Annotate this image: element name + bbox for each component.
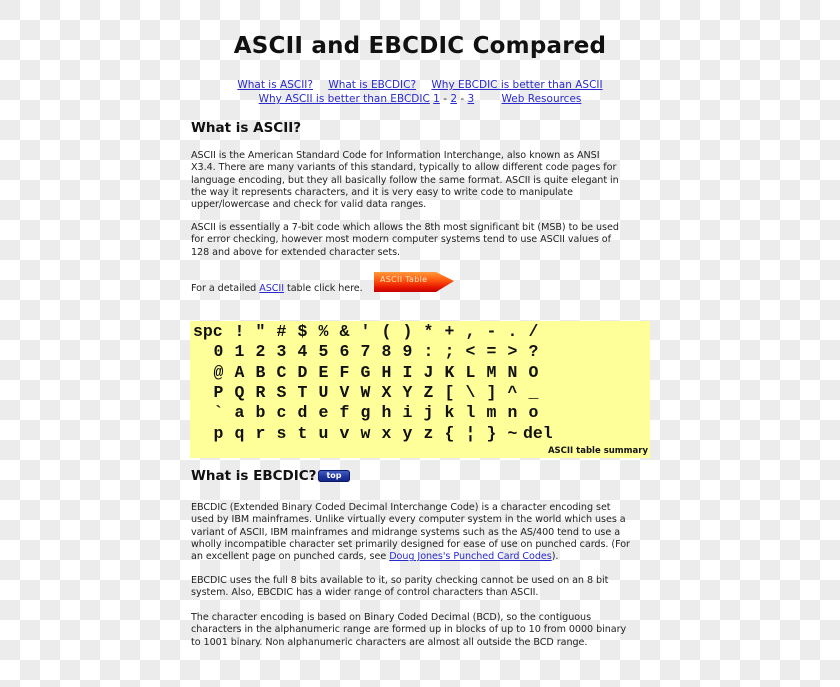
ascii-char: X xyxy=(381,383,392,402)
ascii-char: I xyxy=(402,363,413,382)
ebcdic-paragraph-2 xyxy=(191,575,651,600)
text-line: for error checking, however most modern computer systems tend to use ASCII values of xyxy=(191,234,611,246)
nav-link-what-is-ebcdic[interactable]: What is EBCDIC? xyxy=(328,79,417,91)
text-line: to 1001 binary. Non alphanumeric characters are almost all outside the BCD range. xyxy=(191,636,588,648)
ascii-char: \ xyxy=(465,383,476,402)
ascii-row-2 xyxy=(190,363,650,383)
nav-link-page-1[interactable]: 1 xyxy=(433,93,440,105)
ascii-char: M xyxy=(486,363,497,382)
ascii-char: e xyxy=(318,403,329,422)
ascii-char: > xyxy=(507,342,518,361)
text-line: ASCII is essentially a 7-bit code which allows the 8th most significant bit (MSB) to be used xyxy=(191,222,619,233)
text-line: used by IBM mainframes. Unlike virtually every computer system in the world which uses a xyxy=(191,514,626,526)
ascii-char: T xyxy=(297,383,308,402)
nav-link-why-ebcdic-better[interactable]: Why EBCDIC is better than ASCII xyxy=(431,79,603,91)
ascii-row-1 xyxy=(190,342,650,362)
ascii-char: E xyxy=(318,363,329,382)
ascii-char: O xyxy=(528,363,539,382)
text-segment: ). xyxy=(551,551,559,563)
navigation-links xyxy=(0,78,840,106)
ascii-char: # xyxy=(276,322,287,341)
text-line: system. Also, EBCDIC has a wider range of control characters than ASCII. xyxy=(191,587,539,599)
nav-line-2 xyxy=(0,92,840,106)
ascii-char: m xyxy=(486,403,497,422)
ascii-char: . xyxy=(507,322,518,341)
text-line: characters in the alphanumeric range are formed up in blocks of up to 10 from 0000 binary xyxy=(191,624,627,636)
ascii-char: J xyxy=(423,363,434,382)
ascii-table-summary xyxy=(190,321,650,458)
ascii-char: spc xyxy=(193,322,223,341)
text-line: language encoding, but they all basically follow the same format. ASCII is quite elegant in xyxy=(191,174,619,186)
ascii-table-button-label: ASCII Table xyxy=(380,275,428,284)
text-line: The character encoding is based on Binary Coded Decimal (BCD), so the contiguous xyxy=(191,612,592,623)
ascii-char: K xyxy=(444,363,455,382)
text-line: wholly incompatible character set primarily designed for ease of use on punched cards. (For xyxy=(191,538,630,550)
ascii-char: ) xyxy=(402,322,413,341)
detail-prefix: For a detailed xyxy=(191,283,260,294)
ascii-char: R xyxy=(255,383,266,402)
ebcdic-section-heading: What is EBCDIC? xyxy=(191,468,317,484)
ascii-char: 9 xyxy=(402,342,413,361)
ascii-char: ( xyxy=(381,322,392,341)
ascii-char: B xyxy=(255,363,266,382)
ascii-char: * xyxy=(423,322,434,341)
ascii-char: ~ xyxy=(507,424,518,443)
text-line: X3.4. There are many variants of this standard, typically to allow different code pages for xyxy=(191,162,617,174)
ascii-char: q xyxy=(234,424,245,443)
ascii-char: } xyxy=(486,424,497,443)
ascii-char: { xyxy=(444,424,455,443)
page-title: ASCII and EBCDIC Compared xyxy=(233,33,607,59)
ebcdic-paragraph-3 xyxy=(191,612,651,649)
ascii-char: l xyxy=(465,403,476,422)
ascii-char: b xyxy=(255,403,266,422)
ascii-char: r xyxy=(255,424,266,443)
ascii-char: $ xyxy=(297,322,308,341)
ascii-char: Z xyxy=(423,383,434,402)
ascii-char: y xyxy=(402,424,413,443)
ascii-char: S xyxy=(276,383,287,402)
nav-separator: - xyxy=(443,93,447,105)
ascii-char: c xyxy=(276,403,287,422)
ascii-char: % xyxy=(318,322,329,341)
ascii-char: W xyxy=(360,383,371,402)
ascii-char: u xyxy=(318,424,329,443)
ascii-char: ' xyxy=(360,322,371,341)
ascii-char: ? xyxy=(528,342,539,361)
ascii-char: 5 xyxy=(318,342,329,361)
ascii-char: j xyxy=(423,403,434,422)
ascii-char: ] xyxy=(486,383,497,402)
ascii-char: - xyxy=(486,322,497,341)
ascii-char: h xyxy=(381,403,392,422)
ascii-char: _ xyxy=(528,383,539,402)
ascii-char: 1 xyxy=(234,342,245,361)
nav-link-page-2[interactable]: 2 xyxy=(450,93,458,105)
ascii-char: d xyxy=(297,403,308,422)
ebcdic-paragraph-1 xyxy=(191,502,651,563)
ascii-char: ` xyxy=(213,403,224,422)
ascii-char: z xyxy=(423,424,434,443)
text-line: the way it represents characters, and it is very easy to write code to manipulate xyxy=(191,186,573,198)
ascii-char: g xyxy=(360,403,371,422)
ascii-char: t xyxy=(297,424,308,443)
ascii-char: P xyxy=(213,383,224,402)
text-segment: an excellent page on punched cards, see xyxy=(191,551,390,563)
ascii-char: x xyxy=(381,424,392,443)
ascii-row-0 xyxy=(190,322,650,342)
ascii-char: s xyxy=(276,424,287,443)
ascii-char: f xyxy=(339,403,350,422)
ascii-char: del xyxy=(523,424,553,443)
text-line: EBCDIC uses the full 8 bits available to it, so parity checking cannot be used on an 8 bit xyxy=(191,575,609,586)
text-line: ASCII is the American Standard Code for Information Interchange, also known as ANSI xyxy=(191,150,600,161)
ascii-char: 4 xyxy=(297,342,308,361)
ascii-paragraph-1 xyxy=(191,150,651,211)
ascii-paragraph-2 xyxy=(191,222,651,259)
ascii-char: D xyxy=(297,363,308,382)
ascii-char: n xyxy=(507,403,518,422)
ascii-char: 7 xyxy=(360,342,371,361)
text-line: EBCDIC (Extended Binary Coded Decimal Interchange Code) is a character encoding set xyxy=(191,502,611,513)
ascii-char: L xyxy=(465,363,476,382)
ascii-row-4 xyxy=(190,403,650,423)
ascii-section-heading: What is ASCII? xyxy=(191,120,302,136)
text-line: variant of ASCII, IBM mainframes and midrange systems such as the AS/400 tend to use a xyxy=(191,526,621,538)
ascii-char: A xyxy=(234,363,245,382)
ascii-char: Y xyxy=(402,383,413,402)
ascii-table-caption: ASCII table summary xyxy=(547,446,648,456)
ascii-char: 0 xyxy=(213,342,224,361)
nav-link-what-is-ascii[interactable]: What is ASCII? xyxy=(237,79,313,91)
ascii-char: + xyxy=(444,322,455,341)
ascii-table-link[interactable]: ASCII xyxy=(259,283,284,294)
ascii-char: 2 xyxy=(255,342,266,361)
ascii-char: H xyxy=(381,363,392,382)
ascii-char: / xyxy=(528,322,539,341)
ascii-char: a xyxy=(234,403,245,422)
nav-link-page-3[interactable]: 3 xyxy=(467,93,475,105)
ascii-char: G xyxy=(360,363,371,382)
ascii-char: & xyxy=(339,322,350,341)
ascii-char: o xyxy=(528,403,539,422)
nav-separator: - xyxy=(460,93,465,105)
detail-suffix: table click here. xyxy=(284,283,363,294)
nav-link-why-ascii-better[interactable]: Why ASCII is better than EBCDIC xyxy=(258,93,430,105)
ascii-table-arrow-button[interactable] xyxy=(374,272,454,292)
ascii-char: ¦ xyxy=(465,424,476,443)
ascii-char: ! xyxy=(234,322,245,341)
ascii-char: U xyxy=(318,383,329,402)
text-line xyxy=(191,551,651,563)
ascii-char: v xyxy=(339,424,350,443)
ascii-char: 3 xyxy=(276,342,287,361)
ascii-char: V xyxy=(339,383,350,402)
ascii-char: F xyxy=(339,363,350,382)
ascii-char: < xyxy=(465,342,476,361)
ascii-char: " xyxy=(255,322,266,341)
punched-card-codes-link[interactable]: Doug Jones's Punched Card Codes xyxy=(389,551,552,563)
ascii-char: w xyxy=(360,424,371,443)
ascii-row-5 xyxy=(190,424,650,444)
text-line: upper/lowercase and check for valid data ranges. xyxy=(191,199,427,211)
ascii-char: k xyxy=(444,403,455,422)
nav-link-web-resources[interactable]: Web Resources xyxy=(501,93,582,105)
ascii-char: ^ xyxy=(507,383,518,402)
nav-line-1 xyxy=(0,78,840,92)
ascii-char: C xyxy=(276,363,287,382)
ascii-char: [ xyxy=(444,383,455,402)
ascii-char: ; xyxy=(444,342,455,361)
ascii-char: Q xyxy=(234,383,245,402)
ascii-char: i xyxy=(402,403,413,422)
ascii-char: : xyxy=(423,342,434,361)
text-line: 128 and above for extended character sets. xyxy=(191,246,401,258)
back-to-top-button[interactable]: top xyxy=(318,470,350,482)
ascii-char: @ xyxy=(213,363,224,382)
ascii-char: N xyxy=(507,363,518,382)
ascii-char: 8 xyxy=(381,342,392,361)
ascii-row-3 xyxy=(190,383,650,403)
ascii-char: , xyxy=(465,322,476,341)
ascii-char: 6 xyxy=(339,342,350,361)
ascii-char: = xyxy=(486,342,497,361)
ascii-char: p xyxy=(213,424,224,443)
